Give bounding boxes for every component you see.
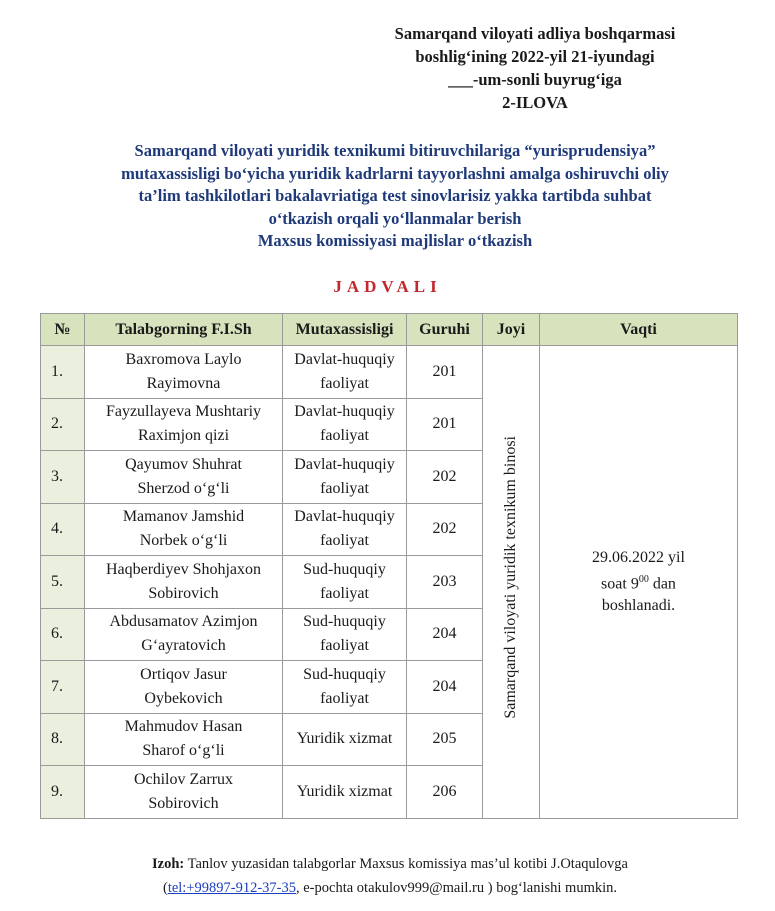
specialty-line-2: faoliyat xyxy=(320,637,369,655)
row-number: 9. xyxy=(41,766,85,819)
time-dan: dan xyxy=(648,574,676,592)
document-title xyxy=(50,140,740,253)
header-line-2: boshlig‘ining 2022-yil 21-iyundagi xyxy=(415,47,655,66)
col-header-name: Talabgorning F.I.Sh xyxy=(85,314,283,346)
col-header-group: Guruhi xyxy=(407,314,483,346)
specialty xyxy=(283,503,407,556)
name-line-2: Sobirovich xyxy=(148,584,219,602)
applicant-name xyxy=(85,346,283,399)
applicant-name xyxy=(85,661,283,714)
title-line-3: ta’lim tashkilotlari bakalavriatiga test sinovlarisiz yakka tartibda suhbat xyxy=(138,186,652,206)
specialty-line-1: Davlat-huquqiy xyxy=(294,508,395,526)
specialty-line-1: Sud-huquqiy xyxy=(303,613,386,631)
name-line-1: Ortiqov Jasur xyxy=(140,665,227,683)
applicant-name xyxy=(85,608,283,661)
specialty xyxy=(283,398,407,451)
name-line-2: Sherzod o‘g‘li xyxy=(137,479,230,497)
row-number: 4. xyxy=(41,503,85,556)
header-line-3: ___-um-sonli buyrug‘iga xyxy=(448,70,622,89)
col-header-place: Joyi xyxy=(483,314,540,346)
specialty-line-1: Davlat-huquqiy xyxy=(294,350,395,368)
header-line-1: Samarqand viloyati adliya boshqarmasi xyxy=(394,24,676,43)
row-number: 8. xyxy=(41,713,85,766)
time-minutes: 00 xyxy=(638,573,649,585)
col-header-time: Vaqti xyxy=(540,314,738,346)
row-number: 6. xyxy=(41,608,85,661)
time-text xyxy=(543,547,734,617)
row-number: 3. xyxy=(41,451,85,504)
applicant-name xyxy=(85,398,283,451)
group-number: 201 xyxy=(407,398,483,451)
specialty: Yuridik xizmat xyxy=(283,713,407,766)
footer-paren: ( xyxy=(162,880,168,896)
time-start: boshlanadi. xyxy=(601,596,676,614)
footer-label: Izoh: xyxy=(152,856,185,872)
schedule-heading: JADVALI xyxy=(333,277,442,296)
name-line-1: Mamanov Jamshid xyxy=(122,508,245,526)
col-header-number: № xyxy=(41,314,85,346)
name-line-1: Ochilov Zarrux xyxy=(133,770,234,788)
footer-line-1 xyxy=(60,852,720,876)
time-date: 29.06.2022 yil xyxy=(592,548,685,566)
group-number: 202 xyxy=(407,503,483,556)
specialty-line-2: faoliyat xyxy=(320,532,369,550)
group-number: 203 xyxy=(407,556,483,609)
specialty-line-1: Sud-huquqiy xyxy=(303,665,386,683)
footer-text-1: Tanlov yuzasidan talabgorlar Maxsus komissiya mas’ul kotibi J.Otaqulovga xyxy=(184,856,628,872)
row-number: 5. xyxy=(41,556,85,609)
row-number: 2. xyxy=(41,398,85,451)
group-number: 201 xyxy=(407,346,483,399)
applicant-name xyxy=(85,451,283,504)
schedule-table xyxy=(40,313,738,819)
name-line-2: G‘ayratovich xyxy=(141,637,226,655)
specialty-line-2: faoliyat xyxy=(320,689,369,707)
name-line-1: Abdusamatov Azimjon xyxy=(109,613,258,631)
place-text: Samarqand viloyati yuridik texnikum binosi xyxy=(502,436,519,720)
specialty-line-1: Davlat-huquqiy xyxy=(294,403,395,421)
table-header-row xyxy=(41,314,738,346)
title-line-2: mutaxassisligi bo‘yicha yuridik kadrlarni tayyorlashni amalga oshiruvchi oliy xyxy=(121,163,669,183)
name-line-2: Raximjon qizi xyxy=(137,427,230,445)
applicant-name xyxy=(85,713,283,766)
title-line-4: o‘tkazish orqali yo‘llanmalar berish xyxy=(268,208,522,228)
specialty-line-1: Sud-huquqiy xyxy=(303,560,386,578)
row-number: 1. xyxy=(41,346,85,399)
group-number: 204 xyxy=(407,608,483,661)
specialty xyxy=(283,608,407,661)
specialty-line-2: faoliyat xyxy=(320,479,369,497)
group-number: 204 xyxy=(407,661,483,714)
name-line-2: Rayimovna xyxy=(146,374,221,392)
footer-line-2 xyxy=(60,876,720,900)
group-number: 205 xyxy=(407,713,483,766)
name-line-2: Norbek o‘g‘li xyxy=(139,532,228,550)
specialty xyxy=(283,451,407,504)
title-line-1: Samarqand viloyati yuridik texnikumi bitiruvchilariga “yurisprudensiya” xyxy=(134,141,656,160)
time-cell xyxy=(540,346,738,819)
name-line-1: Baxromova Laylo xyxy=(125,350,242,368)
name-line-1: Fayzullayeva Mushtariy xyxy=(105,403,262,421)
footer-note xyxy=(60,852,720,900)
col-header-specialty: Mutaxassisligi xyxy=(283,314,407,346)
time-hour-value: soat 9 xyxy=(601,574,639,592)
title-line-5: Maxsus komissiyasi majlislar o‘tkazish xyxy=(257,231,533,251)
name-line-2: Oybekovich xyxy=(144,689,223,707)
document-header xyxy=(330,22,740,114)
time-hour xyxy=(543,569,734,595)
applicant-name xyxy=(85,503,283,556)
row-number: 7. xyxy=(41,661,85,714)
specialty-line-2: faoliyat xyxy=(320,584,369,602)
footer-text-2: , e-pochta otakulov999@mail.ru ) bog‘lanishi mumkin. xyxy=(296,880,618,896)
header-annex-label: 2-ILOVA xyxy=(502,93,568,112)
specialty xyxy=(283,556,407,609)
table-row xyxy=(41,346,738,399)
specialty-line-2: faoliyat xyxy=(320,374,369,392)
group-number: 202 xyxy=(407,451,483,504)
name-line-1: Qayumov Shuhrat xyxy=(125,455,242,473)
specialty-line-2: faoliyat xyxy=(320,427,369,445)
name-line-1: Haqberdiyev Shohjaxon xyxy=(105,560,262,578)
name-line-2: Sharof o‘g‘li xyxy=(142,742,225,760)
group-number: 206 xyxy=(407,766,483,819)
phone-link[interactable]: tel:+99897-912-37-35 xyxy=(167,880,296,896)
applicant-name xyxy=(85,556,283,609)
specialty xyxy=(283,346,407,399)
name-line-2: Sobirovich xyxy=(148,794,219,812)
specialty: Yuridik xizmat xyxy=(283,766,407,819)
specialty-line-1: Davlat-huquqiy xyxy=(294,455,395,473)
place-cell xyxy=(483,346,540,819)
name-line-1: Mahmudov Hasan xyxy=(124,718,243,736)
applicant-name xyxy=(85,766,283,819)
specialty xyxy=(283,661,407,714)
